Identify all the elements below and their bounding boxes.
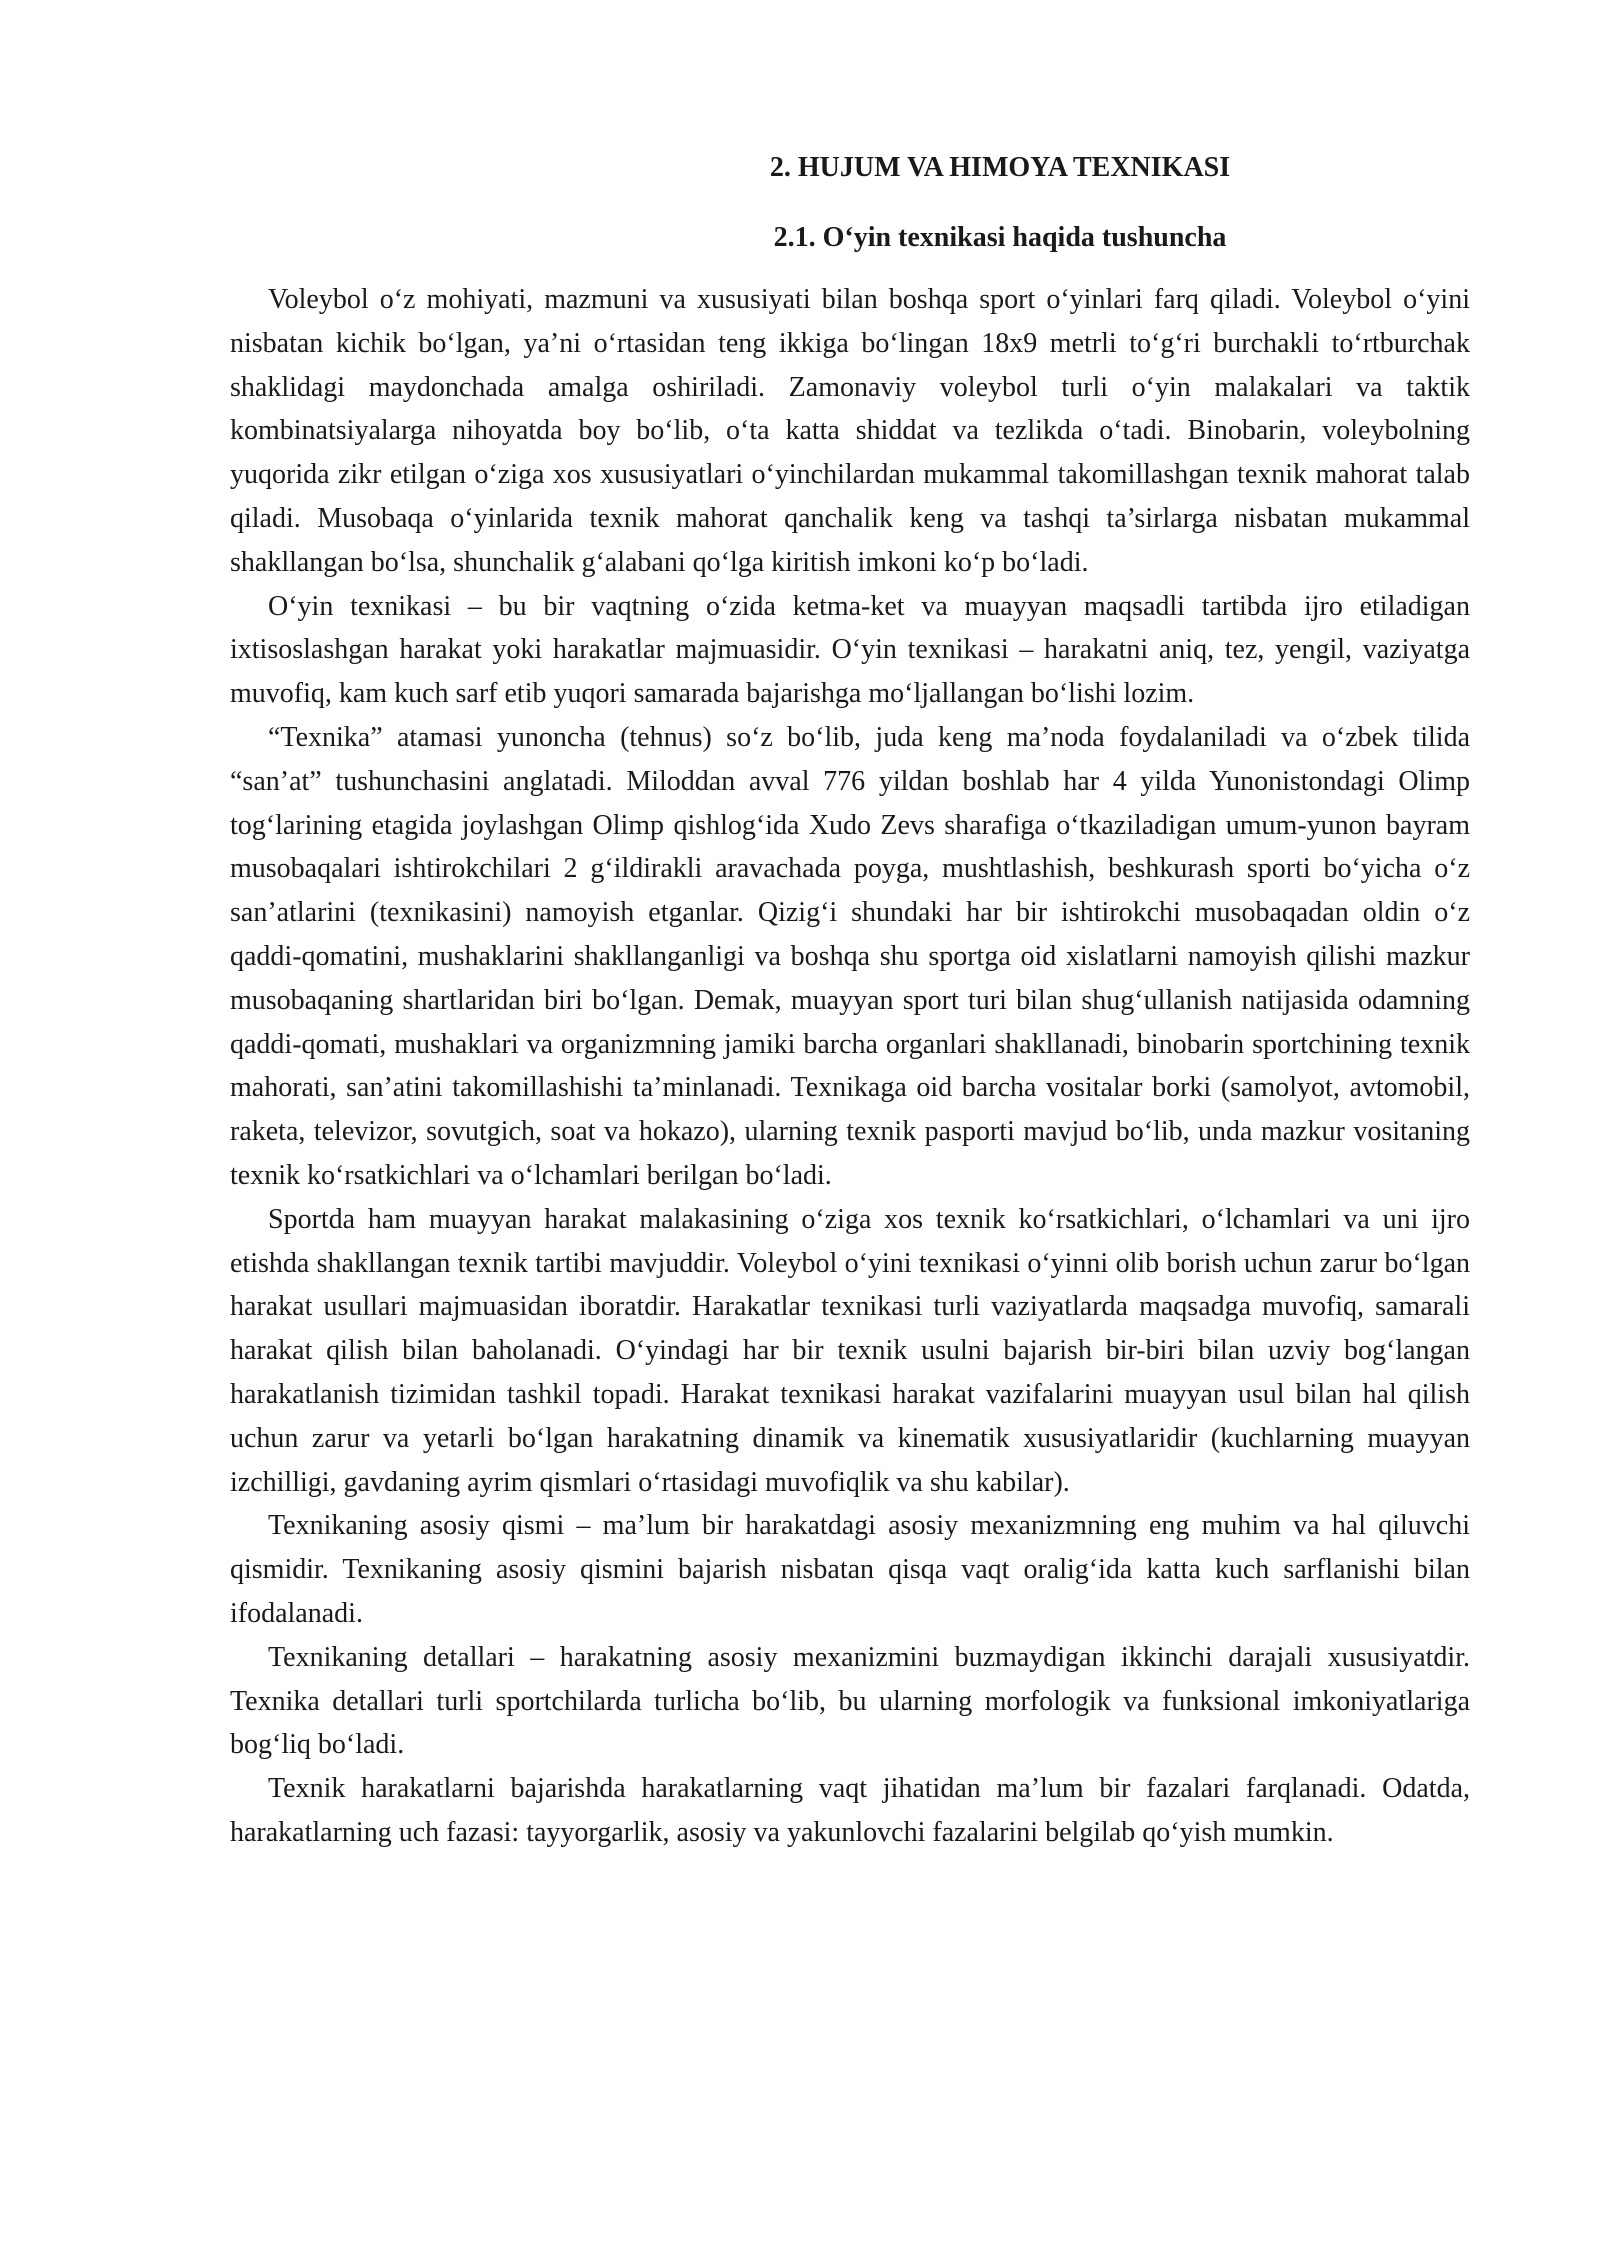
paragraph-7: Texnik harakatlarni bajarishda harakatlarning vaqt jihatidan ma’lum bir fazalari farqlanadi. Odatda, harakatlarning uch fazasi: tayyorgarlik, asosiy va yakunlovchi fazalarini belgilab qo‘yish mumkin. (230, 1773, 1470, 1848)
paragraph-6: Texnikaning detallari – harakatning asosiy mexanizmini buzmaydigan ikkinchi darajali xususiyatdir. Texnika detallari turli sportchilarda turlicha bo‘lib, bu ularning morfologik va funksional imkoniyatlariga bog‘liq bo‘ladi. (230, 1641, 1470, 1761)
paragraph-4: Sportda ham muayyan harakat malakasining o‘ziga xos texnik ko‘rsatkichlari, o‘lchamlari va uni ijro etishda shakllangan texnik tartibi mavjuddir. Voleybol o‘yini texnikasi o‘yinni olib borish uchun zarur bo‘lgan harakat usullari majmuasidan iboratdir. Harakatlar texnikasi turli vaziyatlarda maqsadga muvofiq, samarali harakat qilish bilan baholanadi. O‘yindagi har bir texnik usulni bajarish bir-biri bilan uzviy bog‘langan harakatlanish tizimidan tashkil topadi. Harakat texnikasi harakat vazifalarini muayyan usul bilan hal qilish uchun zarur va yetarli bo‘lgan harakatning dinamik va kinematik xususiyatlaridir (kuchlarning muayyan izchilligi, gavdaning ayrim qismlari o‘rtasidagi muvofiqlik va shu kabilar). (230, 1203, 1470, 1498)
page-content (230, 148, 1470, 1855)
section-title: 2.1. O‘yin texnikasi haqida tushuncha (773, 222, 1227, 253)
paragraph-1: Voleybol o‘z mohiyati, mazmuni va xususiyati bilan boshqa sport o‘yinlari farq qiladi. Voleybol o‘yini nisbatan kichik bo‘lgan, ya’ni o‘rtasidan teng ikkiga bo‘lingan 18x9 metrli to‘g‘ri burchakli to‘rtburchak shaklidagi maydonchada amalga oshiriladi. Zamonaviy voleybol turli o‘yin malakalari va taktik kombinatsiyalarga nihoyatda boy bo‘lib, o‘ta katta shiddat va tezlikda o‘tadi. Binobarin, voleybolning yuqorida zikr etilgan o‘ziga xos xususiyatlari o‘yinchilardan mukammal takomillashgan texnik mahorat talab qiladi. Musobaqa o‘yinlarida texnik mahorat qanchalik keng va tashqi ta’sirlarga nisbatan mukammal shakllangan bo‘lsa, shunchalik g‘alabani qo‘lga kiritish imkoni ko‘p bo‘ladi. (230, 284, 1470, 578)
paragraph-2: O‘yin texnikasi – bu bir vaqtning o‘zida ketma-ket va muayyan maqsadli tartibda ijro etiladigan ixtisoslashgan harakat yoki harakatlar majmuasidir. O‘yin texnikasi – harakatni aniq, tez, yengil, vaziyatga muvofiq, kam kuch sarf etib yuqori samarada bajarishga mo‘ljallangan bo‘lishi lozim. (230, 590, 1470, 710)
chapter-title: 2. HUJUM VA HIMOYA TEXNIKASI (769, 152, 1231, 183)
paragraph-3: “Texnika” atamasi yunoncha (tehnus) so‘z bo‘lib, juda keng ma’noda foydalaniladi va o‘zbek tilida “san’at” tushunchasini anglatadi. Miloddan avval 776 yildan boshlab har 4 yilda Yunonistondagi Olimp tog‘larining etagida joylashgan Olimp qishlog‘ida Xudo Zevs sharafiga o‘tkaziladigan umum-yunon bayram musobaqalari ishtirokchilari 2 g‘ildirakli aravachada poyga, mushtlashish, beshkurash sporti bo‘yicha o‘z san’atlarini (texnikasini) namoyish etganlar. Qizig‘i shundaki har bir ishtirokchi musobaqadan oldin o‘z qaddi-qomatini, mushaklarini shakllanganligi va boshqa shu sportga oid xislatlarni namoyish qilishi mazkur musobaqaning shartlaridan biri bo‘lgan. Demak, muayyan sport turi bilan shug‘ullanish natijasida odamning qaddi-qomati, mushaklari va organizmning jamiki barcha organlari shakllanadi, binobarin sportchining texnik mahorati, san’atini takomillashishi ta’minlanadi. Texnikaga oid barcha vositalar borki (samolyot, avtomobil, raketa, televizor, sovutgich, soat va hokazo), ularning texnik pasporti mavjud bo‘lib, unda mazkur vositaning texnik ko‘rsatkichlari va o‘lchamlari berilgan bo‘ladi. (230, 721, 1470, 1191)
paragraph-5: Texnikaning asosiy qismi – ma’lum bir harakatdagi asosiy mexanizmning eng muhim va hal qiluvchi qismidir. Texnikaning asosiy qismini bajarish nisbatan qisqa vaqt oralig‘ida katta kuch sarflanishi bilan ifodalanadi. (230, 1510, 1470, 1629)
